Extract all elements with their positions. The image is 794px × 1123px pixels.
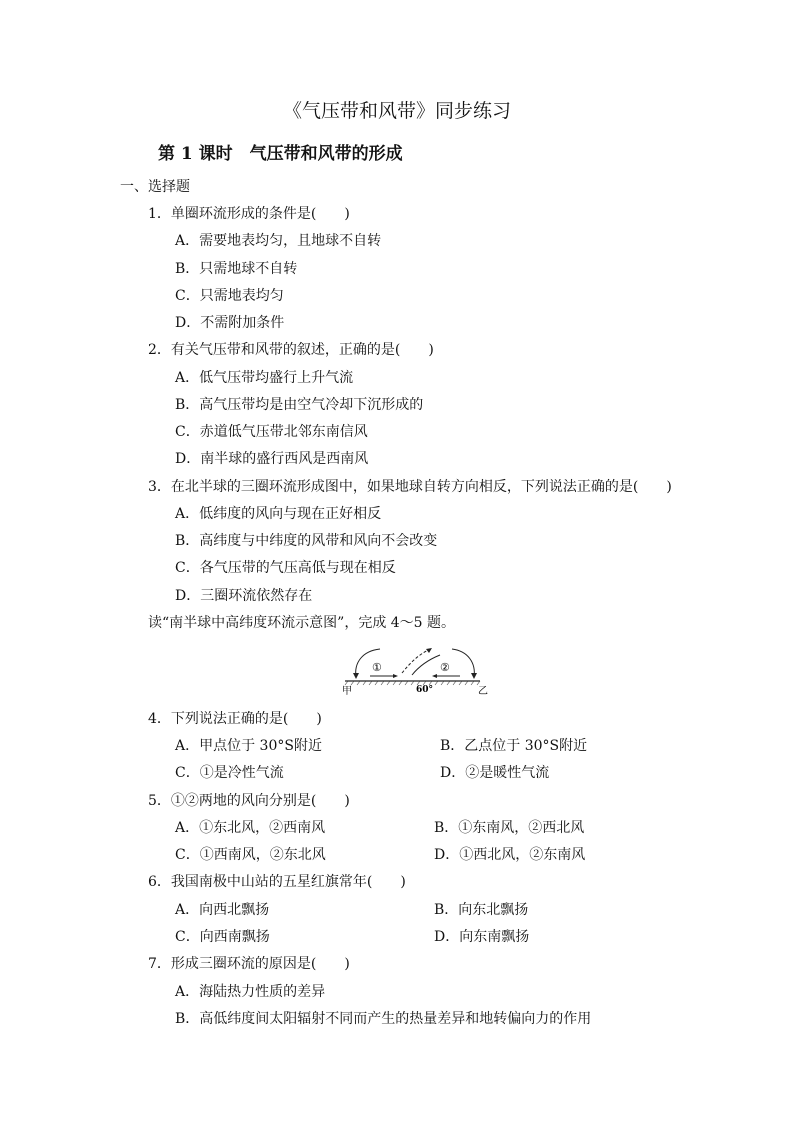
question-5-option-d: D．①西北风，②东南风 [434,847,586,863]
reading-prompt: 读“南半球中高纬度环流示意图”，完成 4～5 题。 [148,615,456,631]
question-3-option-d: D．三圈环流依然存在 [175,588,313,604]
question-2-stem: 2．有关气压带和风带的叙述，正确的是( ) [148,342,434,358]
question-4-option-d: D．②是暖性气流 [440,765,550,781]
question-5-option-b: B．①东南风，②西北风 [434,820,585,836]
marker-2: ② [440,661,450,674]
rising-flow-1 [402,649,430,673]
question-3-option-a: A．低纬度的风向与现在正好相反 [175,506,382,522]
question-7-option-b: B．高低纬度间太阳辐射不同而产生的热量差异和地转偏向力的作用 [175,1011,592,1027]
right-arrowhead [471,673,477,679]
question-2-option-b: B．高气压带均是由空气冷却下沉形成的 [175,397,424,413]
left-arrowhead [353,673,359,679]
question-2-option-a: A．低气压带均盛行上升气流 [175,370,354,386]
question-1-stem: 1．单圈环流形成的条件是( ) [148,206,350,222]
page-title: 《气压带和风带》同步练习 [282,100,511,122]
question-3-option-b: B．高纬度与中纬度的风带和风向不会改变 [175,533,438,549]
question-3-stem: 3．在北半球的三圈环流形成图中，如果地球自转方向相反，下列说法正确的是( ) [148,479,672,495]
right-descending-flow [452,649,474,677]
rising-arrowhead-1 [426,648,432,653]
question-2-option-d: D．南半球的盛行西风是西南风 [175,451,369,467]
question-1-option-c: C．只需地表均匀 [175,288,284,304]
question-6-option-d: D．向东南飘扬 [434,929,530,945]
point-yi-label: 乙 [478,686,488,697]
question-7-option-a: A．海陆热力性质的差异 [175,984,326,1000]
circulation-diagram [340,645,490,697]
question-6-stem: 6．我国南极中山站的五星红旗常年( ) [148,874,406,890]
surface-arrowhead-1 [393,674,398,678]
question-4-stem: 4．下列说法正确的是( ) [148,711,322,727]
question-6-option-b: B．向东北飘扬 [434,902,529,918]
question-5-option-c: C．①西南风，②东北风 [175,847,326,863]
question-1-option-a: A．需要地表均匀，且地球不自转 [175,233,382,249]
question-1-option-d: D．不需附加条件 [175,315,285,331]
question-1-option-b: B．只需地球不自转 [175,261,298,277]
question-6-option-a: A．向西北飘扬 [175,902,270,918]
question-5-stem: 5．①②两地的风向分别是( ) [148,793,350,809]
latitude-label: 60° [416,685,434,695]
question-7-stem: 7．形成三圈环流的原因是( ) [148,956,350,972]
surface-arrowhead-2 [432,674,437,678]
section-heading: 一、选择题 [120,179,190,195]
point-jia-label: 甲 [342,686,352,697]
lesson-subtitle: 第 1 课时 气压带和风带的形成 [158,144,403,164]
question-2-option-c: C．赤道低气压带北邻东南信风 [175,424,368,440]
question-6-option-c: C．向西南飘扬 [175,929,270,945]
question-4-option-c: C．①是冷性气流 [175,765,284,781]
question-4-option-a: A．甲点位于 30°S附近 [175,738,322,754]
marker-1: ① [372,661,382,674]
question-3-option-c: C．各气压带的气压高低与现在相反 [175,560,396,576]
question-5-option-a: A．①东北风，②西南风 [175,820,326,836]
question-4-option-b: B．乙点位于 30°S附近 [440,738,588,754]
